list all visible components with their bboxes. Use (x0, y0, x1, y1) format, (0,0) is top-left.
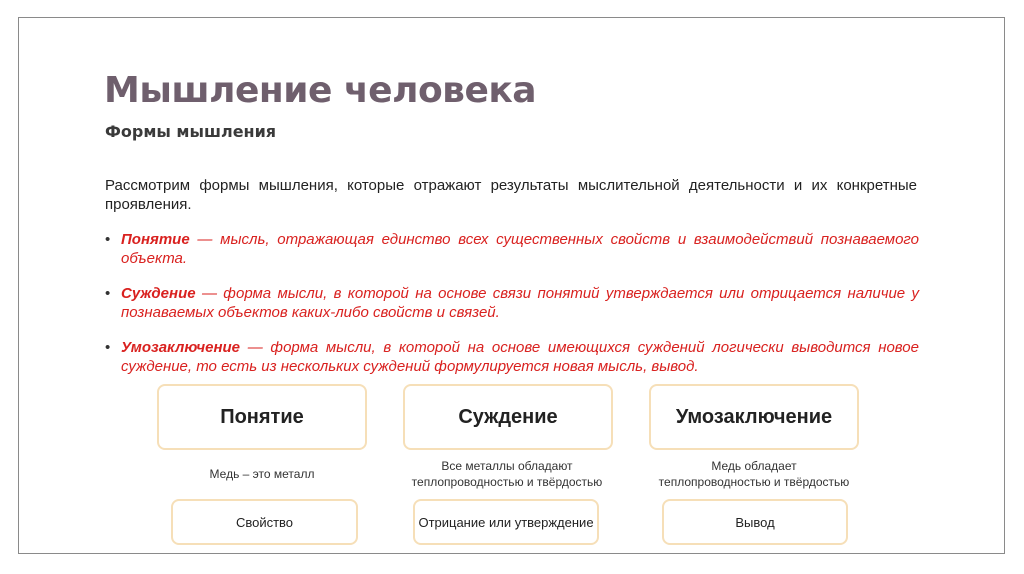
definition-judgment (105, 284, 919, 322)
card-inference: Умозаключение (649, 384, 859, 450)
bullet-mark: • (105, 285, 111, 302)
result-card-inference: Вывод (662, 499, 848, 545)
slide-title: Мышление человека (104, 70, 537, 111)
definition-inference (105, 338, 919, 376)
example-line: теплопроводностью и твёрдостью (658, 475, 850, 489)
intro-paragraph: Рассмотрим формы мышления, которые отражают результаты мыслительной деятельности и их конкретные проявления. (105, 177, 917, 213)
card-concept: Понятие (157, 384, 367, 450)
definition-term: Умозаключение (121, 339, 241, 356)
definition-text: — мысль, отражающая единство всех существенных свойств и взаимодействий познаваемого объекта. (121, 231, 919, 267)
definitions-list (105, 230, 919, 392)
bullet-mark: • (105, 231, 111, 248)
definition-term: Понятие (121, 231, 190, 248)
result-card-concept: Свойство (171, 499, 358, 545)
example-line: Медь – это металл (209, 467, 315, 481)
result-card-judgment: Отрицание или утверждение (413, 499, 599, 545)
example-line: Медь обладает (711, 459, 797, 473)
slide-subtitle: Формы мышления (105, 122, 277, 141)
definition-text: — форма мысли, в которой на основе связи понятий утверждается или отрицается наличие у познаваемых объектов каких-либо свойств и связей. (121, 285, 919, 321)
example-inference (639, 458, 869, 490)
bullet-mark: • (105, 339, 111, 356)
card-judgment: Суждение (403, 384, 613, 450)
definition-term: Суждение (121, 285, 196, 302)
example-judgment (392, 458, 622, 490)
example-concept (147, 466, 377, 482)
definition-concept (105, 230, 919, 268)
example-line: теплопроводностью и твёрдостью (411, 475, 603, 489)
definition-text: — форма мысли, в которой на основе имеющихся суждений логически выводится новое суждение, то есть из нескольких суждений формулируется новая мысль, вывод. (121, 339, 919, 375)
example-line: Все металлы обладают (441, 459, 573, 473)
